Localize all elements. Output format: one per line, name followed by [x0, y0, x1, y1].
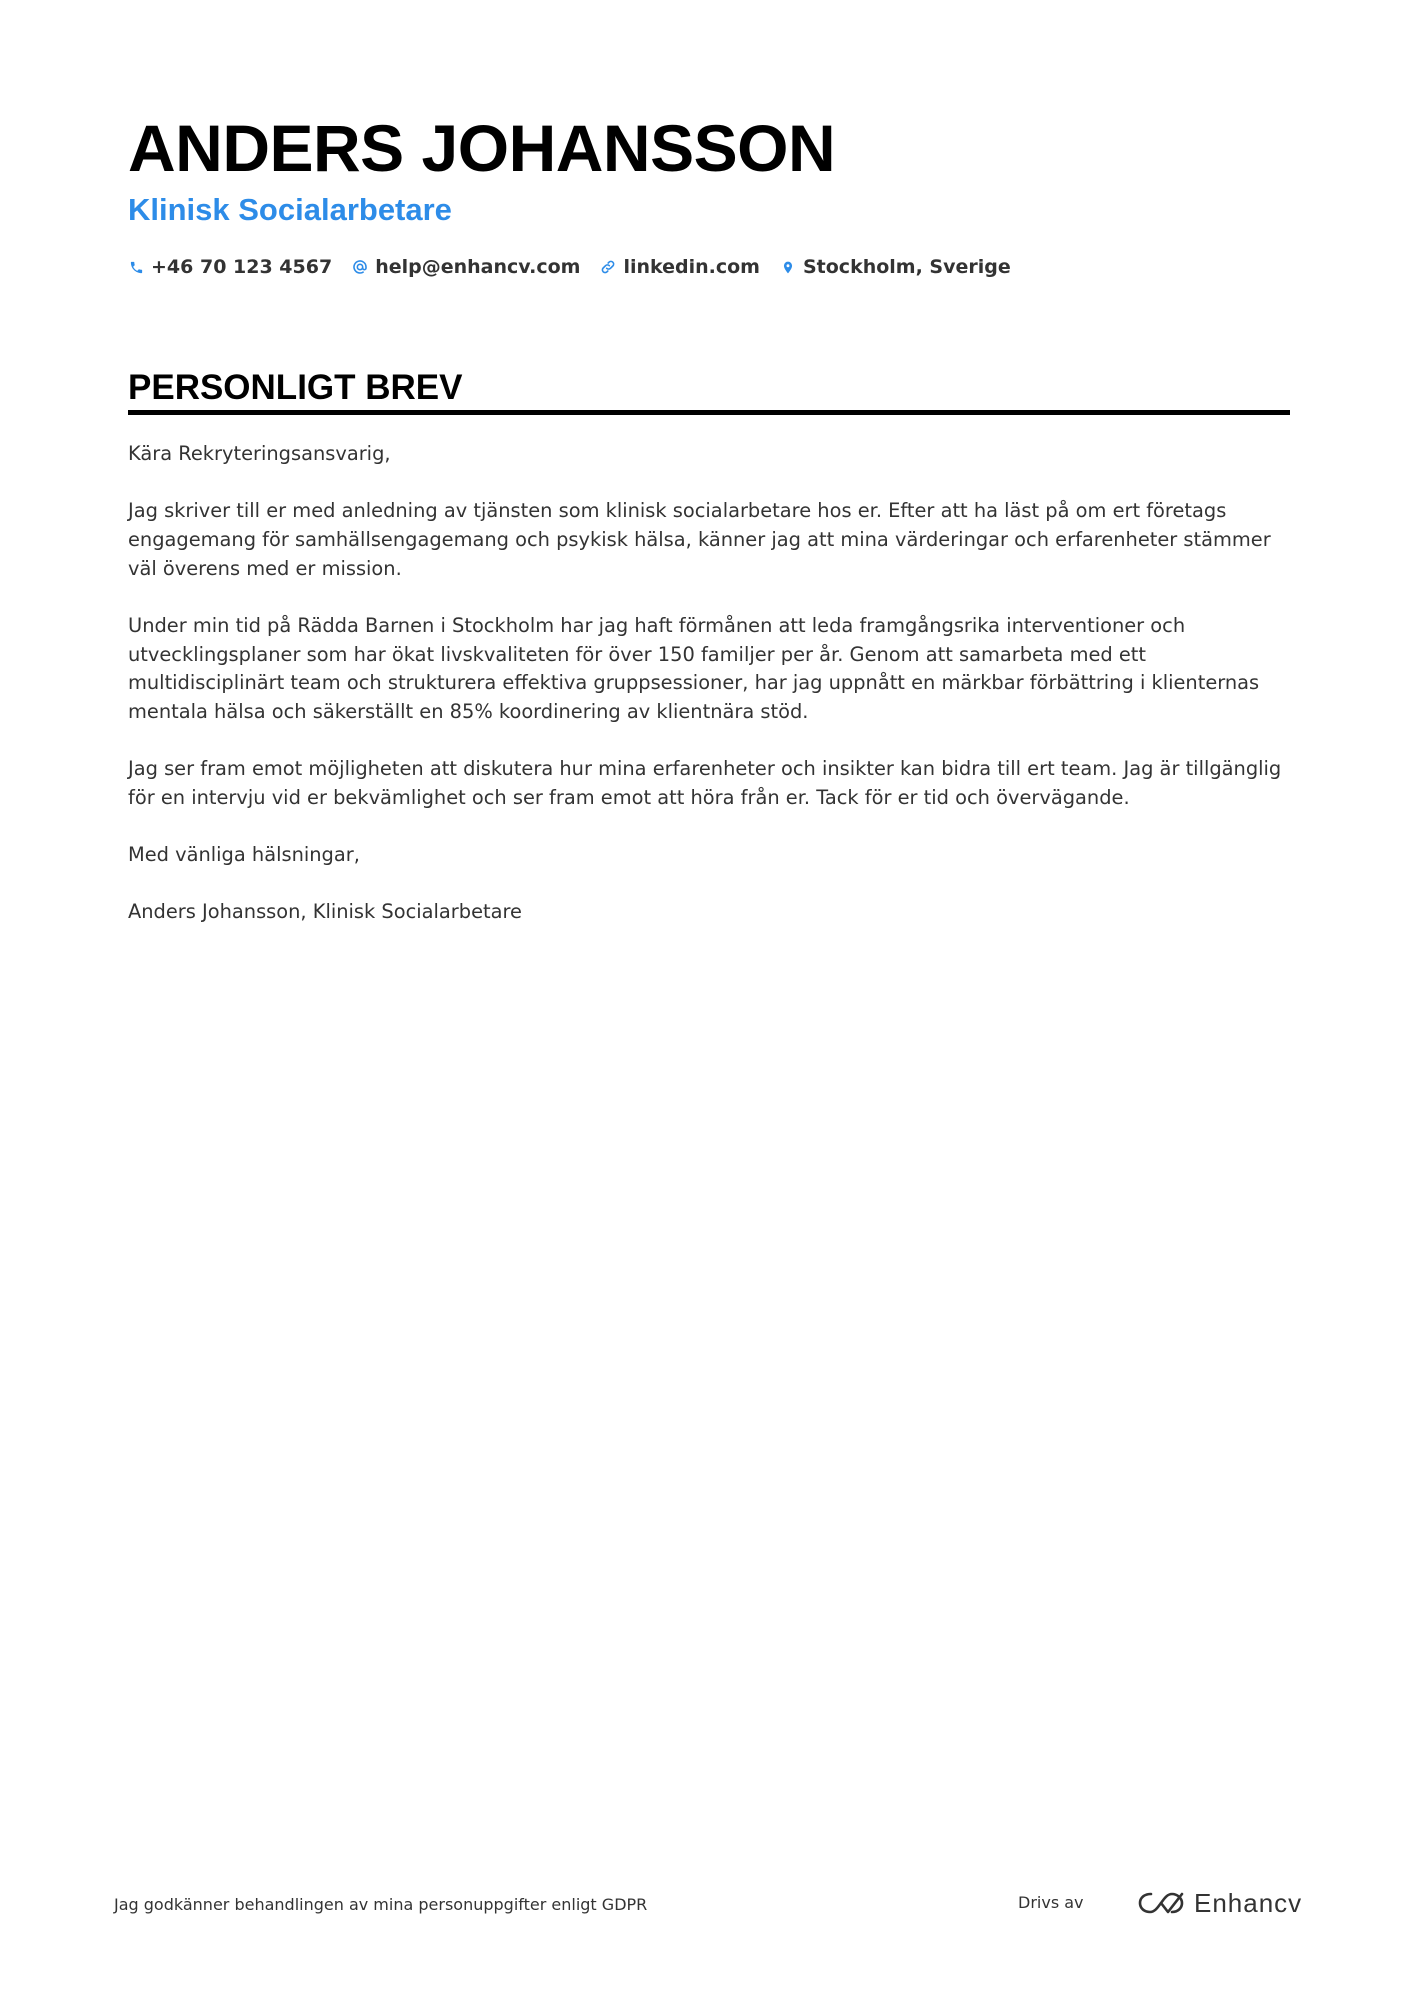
letter-greeting: Kära Rekryteringsansvarig,: [128, 442, 391, 465]
powered-by-text: Drivs av: [1018, 1893, 1084, 1912]
letter-signature: Anders Johansson, Klinisk Socialarbetare: [128, 900, 522, 924]
candidate-role: Klinisk Socialarbetare: [128, 192, 452, 227]
phone-icon: [128, 259, 144, 275]
letter-paragraph-intro: Jag skriver till er med anledning av tjänsten som klinisk socialarbetare hos er. Efter att ha läst på om ert företags engagemang för samhällsengagemang och psykisk hälsa, känner jag att mina värderingar och erfarenheter stämmer väl överens med er mission.: [128, 499, 1271, 580]
contact-phone[interactable]: [128, 252, 332, 282]
letter-body: [128, 440, 1290, 955]
contact-linkedin-text: linkedin.com: [623, 256, 760, 278]
section-title: PERSONLIGT BREV: [128, 368, 463, 407]
contact-bar: [128, 252, 1031, 282]
contact-email-text: help@enhancv.com: [375, 256, 581, 278]
letter-paragraph-closing: Jag ser fram emot möjligheten att diskutera hur mina erfarenheter och insikter kan bidra till ert team. Jag är tillgänglig för en intervju vid er bekvämlighet och ser fram emot att höra från er. Tack för er tid och övervägande.: [128, 757, 1282, 809]
contact-location-text: Stockholm, Sverige: [802, 256, 1011, 278]
at-icon: [352, 259, 368, 275]
enhancv-logo[interactable]: [1138, 1888, 1302, 1918]
gdpr-consent-text: Jag godkänner behandlingen av mina personuppgifter enligt GDPR: [114, 1895, 648, 1914]
contact-linkedin[interactable]: [600, 252, 760, 282]
candidate-name: ANDERS JOHANSSON: [128, 111, 836, 185]
section-divider: [128, 410, 1290, 415]
contact-email[interactable]: [352, 252, 580, 282]
letter-signoff: Med vänliga hälsningar,: [128, 843, 360, 867]
enhancv-logo-text: Enhancv: [1194, 1888, 1303, 1918]
enhancv-logo-icon: [1138, 1890, 1184, 1916]
letter-paragraph-experience: Under min tid på Rädda Barnen i Stockholm har jag haft förmånen att leda framgångsrika interventioner och utvecklingsplaner som har ökat livskvaliteten för över 150 familjer per år. Genom att samarbeta med ett multidisciplinärt team och strukturera effektiva gruppsessioner, har jag uppnått en märkbar förbättring i klienternas mentala hälsa och säkerställt en 85% koordinering av klientnära stöd.: [128, 613, 1260, 723]
contact-phone-text: +46 70 123 4567: [151, 256, 333, 278]
contact-location: [780, 252, 1011, 282]
link-icon: [600, 259, 616, 275]
location-pin-icon: [780, 259, 796, 275]
